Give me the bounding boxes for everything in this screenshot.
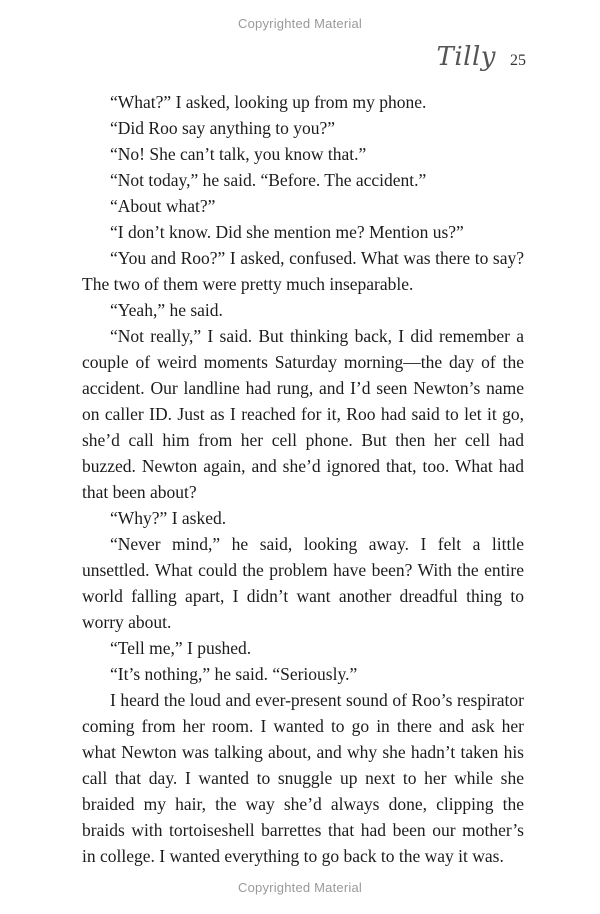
paragraph: “It’s nothing,” he said. “Seriously.” [110,664,358,684]
paragraph: “Did Roo say anything to you?” [110,118,336,138]
paragraph: I heard the loud and ever-present sound of Roo’s respirator coming from her room. I wanted to go in there and ask her what Newton was talking about, and why she hadn’t taken his call that day. I wanted to snuggle up next to her while she braided my hair, the way she’d always done, clipping the braids with tortoiseshell barrettes that had been our mother’s in college. I wanted everything to go back to the way it was. [82,690,524,866]
running-head-title: Tilly [436,42,496,72]
copyright-watermark-bottom: Copyrighted Material [238,880,362,895]
paragraph: “Never mind,” he said, looking away. I felt a little unsettled. What could the problem have been? With the entire world falling apart, I didn’t want another dreadful thing to worry about. [82,534,524,632]
body-text [82,89,524,869]
page-number: 25 [510,52,526,69]
paragraph: “You and Roo?” I asked, confused. What was there to say? The two of them were pretty much inseparable. [82,248,524,294]
paragraph: “Tell me,” I pushed. [110,638,252,658]
paragraph: “Not today,” he said. “Before. The accident.” [110,170,427,190]
copyright-watermark-top: Copyrighted Material [238,16,362,31]
paragraph: “No! She can’t talk, you know that.” [110,144,367,164]
paragraph: “What?” I asked, looking up from my phone. [110,92,427,112]
running-head [437,42,526,72]
paragraph: “Yeah,” he said. [110,300,223,320]
paragraph: “About what?” [110,196,216,216]
paragraph: “Not really,” I said. But thinking back, I did remember a couple of weird moments Saturday morning—the day of the accident. Our landline had rung, and I’d seen Newton’s name on caller ID. Just as I reached for it, Roo had said to let it go, she’d call him from her cell phone. But then her cell had buzzed. Newton again, and she’d ignored that, too. What had that been about? [82,326,524,502]
paragraph: “I don’t know. Did she mention me? Mention us?” [110,222,464,242]
paragraph: “Why?” I asked. [110,508,227,528]
